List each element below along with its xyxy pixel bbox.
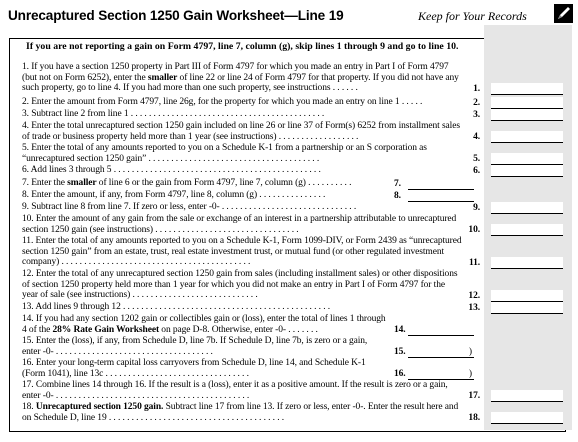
line-9-amount[interactable] <box>491 202 563 214</box>
line-7-amount[interactable] <box>408 178 474 190</box>
line-13-amount[interactable] <box>491 302 563 314</box>
line-12: 12. Enter the total of any unrecaptured section 1250 gain from sales (including installment sales) or other dispositions of section 1250 property held more than 1 year for which you did not make an entry in Part I of Form 4797 for the year of sale (see instructions) . . . . . . . . . . . . . . . . . . . . . . . . . . . . 12. <box>22 269 480 301</box>
line-7: 7. Enter the smaller of line 6 or the gain from Form 4797, line 7, column (g) . . . . . . . . . . 7. <box>22 178 401 189</box>
line-18: 18. Unrecaptured section 1250 gain. Subtract line 17 from line 13. If zero or less, enter -0-. Enter the result here and on Schedule D, line 19 . . . . . . . . . . . . . . . . . . . . . . . . . . . . . . . . . . . . . . . 18. <box>22 402 480 423</box>
line-2-amount[interactable] <box>491 97 563 109</box>
line-15-amount[interactable]: ) <box>408 346 474 358</box>
line-1: 1. If you have a section 1250 property in Part III of Form 4797 for which you made an entry in Part I of Form 4797 (but not on Form 6252), enter the smaller of line 22 or line 24 of Form 4797 for that property. If you did not have any such property, go to line 4. If you had more than one such property, see instructions . . . . . . 1. <box>22 62 480 94</box>
line-5-amount[interactable] <box>491 153 563 165</box>
line-10-amount[interactable] <box>491 224 563 236</box>
worksheet-title: Unrecaptured Section 1250 Gain Worksheet—Line 19 <box>8 8 344 23</box>
line-6: 6. Add lines 3 through 5 . . . . . . . . . . . . . . . . . . . . . . . . . . . . . . . . . . . . . . . . . . . . . . 6. <box>22 165 480 176</box>
line-14: 14. If you had any section 1202 gain or collectibles gain or (loss), enter the total of lines 1 through 4 of the 28% Rate Gain Worksheet on page D-8. Otherwise, enter -0- . . . . . . . 14. <box>22 314 406 335</box>
line-16-amount[interactable]: ) <box>408 368 474 380</box>
line-18-amount[interactable] <box>491 412 563 424</box>
line-16: 16. Enter your long-term capital loss carryovers from Schedule D, line 14, and Schedule K-1 (Form 1041), line 13c . . . . . . . . . . . . . . . . . . . . . . . . . . . . . . . . 16. <box>22 358 406 379</box>
keep-records-note: Keep for Your Records <box>418 9 527 23</box>
line-14-amount[interactable] <box>408 324 474 336</box>
line-17: 17. Combine lines 14 through 16. If the result is a (loss), enter it as a positive amount. If the result is zero or a gain, enter -0- . . . . . . . . . . . . . . . . . . . . . . . . . . . . . . . . . . . . . . . . . . . 17. <box>22 380 480 401</box>
line-4: 4. Enter the total unrecaptured section 1250 gain included on line 26 or line 37 of Form(s) 6252 from installment sales of trade or business property held more than 1 year (see instructions) . . . . . . . . . . . . . . . . . . 4. <box>22 121 480 142</box>
line-4-amount[interactable] <box>491 131 563 143</box>
line-2: 2. Enter the amount from Form 4797, line 26g, for the property for which you made an entry on line 1 . . . . . 2. <box>22 97 480 108</box>
line-3-amount[interactable] <box>491 109 563 121</box>
line-17-amount[interactable] <box>491 390 563 402</box>
line-11: 11. Enter the total of any amounts reported to you on a Schedule K-1, Form 1099-DIV, or Form 2439 as “unrecaptured section 1250 gain” from an estate, trust, real estate investment trust, or mutual fund (or other regulated investment company) . . . . . . . . . . . . . . . . . . . . . . . . . . . . . . . . . . . . . . . . . . 11. <box>22 236 480 268</box>
line-5: 5. Enter the total of any amounts reported to you on a Schedule K-1 from a partnership or an S corporation as “unrecaptured section 1250 gain” . . . . . . . . . . . . . . . . . . . . . . . . . . . . . . . . . . . . . . 5. <box>22 143 480 164</box>
line-1-amount[interactable] <box>491 83 563 95</box>
line-8-amount[interactable] <box>408 190 474 202</box>
line-13: 13. Add lines 9 through 12 . . . . . . . . . . . . . . . . . . . . . . . . . . . . . . . . . . . . . . . . . . . . . . 13. <box>22 302 480 313</box>
pen-icon <box>554 4 573 23</box>
line-number: 1. <box>473 83 480 94</box>
intro-instruction: If you are not reporting a gain on Form 4797, line 7, column (g), skip lines 1 through 9 and go to line 10. <box>26 41 459 52</box>
line-6-amount[interactable] <box>491 165 563 177</box>
line-9: 9. Subtract line 8 from line 7. If zero or less, enter -0- . . . . . . . . . . . . . . . . . . . . . . . . . . . . . . 9. <box>22 202 480 213</box>
line-3: 3. Subtract line 2 from line 1 . . . . . . . . . . . . . . . . . . . . . . . . . . . . . . . . . . . . . . . . . . . 3. <box>22 109 480 120</box>
line-8: 8. Enter the amount, if any, from Form 4797, line 8, column (g) . . . . . . . . . . . . . . . 8. <box>22 190 401 201</box>
line-10: 10. Enter the amount of any gain from the sale or exchange of an interest in a partnership attributable to unrecaptured section 1250 gain (see instructions) . . . . . . . . . . . . . . . . . . . . . . . . . . . . . . . . 10. <box>22 214 480 235</box>
line-12-amount[interactable] <box>491 290 563 302</box>
line-15: 15. Enter the (loss), if any, from Schedule D, line 7b. If Schedule D, line 7b, is zero or a gain, enter -0- . . . . . . . . . . . . . . . . . . . . . . . . . . . . . . . . . . . 15. <box>22 336 406 357</box>
line-11-amount[interactable] <box>491 257 563 269</box>
